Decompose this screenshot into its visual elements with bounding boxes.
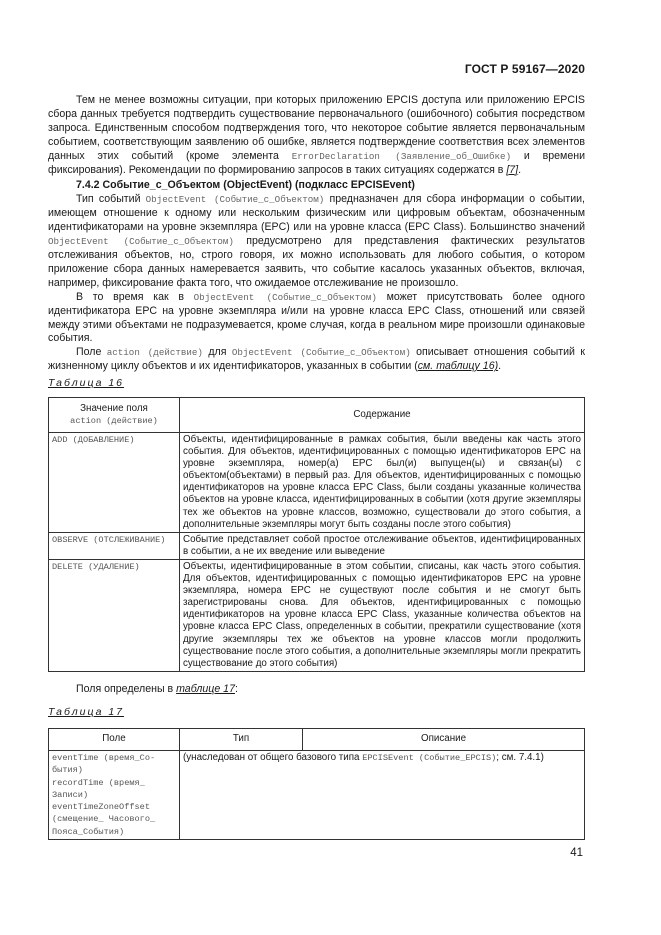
- table16-label: Таблица 16: [48, 377, 125, 389]
- reference-link[interactable]: [7]: [506, 163, 519, 176]
- table-16: [48, 397, 585, 672]
- paragraph-objectevent-purpose: Тип событий ObjectEvent (Событие_с_Объектом) предназначен для сбора информации о событии, имеющем отношение к одному или нескольким физическим или цифровым объектам, обозначенным идентификаторами на уровне экземпляра (EPC) или на уровне класса (EPC Class). Большинство значений ObjectEvent (Событие_с_Объектом) предусмотрено для представления фактических результатов отслеживания объектов, но, строго говоря, их можно использовать для любого события, о котором приложение сбора данных намеревается заявить, что событие касалось указанных объектов, включая, например, фиксирование факта того, что ожидаемое отслеживание не произошло.: [48, 193, 585, 289]
- inherited-description-cell: (унаследован от общего базового типа EPCISEvent (Событие_EPCIS); см. 7.4.1): [180, 751, 585, 840]
- table17-header-field: Поле: [49, 729, 180, 751]
- table16-header-value: Значение поля action (действие): [49, 398, 180, 433]
- body-text-top: [48, 94, 585, 374]
- paragraph-fields-defined: Поля определены в таблице 17:: [76, 683, 238, 695]
- table16-header-content: Содержание: [180, 398, 585, 433]
- section-heading: 7.4.2 Событие_с_Объектом (ObjectEvent) (подкласс EPCISEvent): [76, 179, 415, 192]
- standard-code-header: ГОСТ Р 59167—2020: [464, 62, 585, 76]
- reference-link[interactable]: см. таблицу 16): [417, 360, 499, 373]
- table-row: [49, 751, 585, 840]
- table-row: OBSERVE (ОТСЛЕЖИВАНИЕ) Событие представляет собой простое отслеживание объектов, идентифицированных в событии, а не их введение или выведение: [49, 532, 585, 559]
- table17-header-description: Описание: [303, 729, 585, 751]
- table17-label: Таблица 17: [48, 706, 125, 718]
- table17-header-type: Тип: [180, 729, 303, 751]
- table-17: [48, 728, 585, 840]
- paragraph-possible-situations: Тем не менее возможны ситуации, при которых приложению EPCIS доступа или приложению EPCIS сбора данных требуется подтвердить существование первоначального (ошибочного) события посредством запроса. Единственным способом подтверждения того, что некоторое событие является первоначальным событием, соответствующим заявлению об ошибке, является подтверждение соответствия всех элементов данных этих событий (кроме элемента ErrorDeclaration (Заявление_об_Ошибке) и времени фиксирования). Рекомендации по формированию запросов в таких ситуациях содержатся в [7].: [48, 94, 585, 176]
- reference-link[interactable]: таблице 17: [176, 683, 235, 695]
- field-names-cell: eventTime (время_Со- бытия) recordTime (время_ Записи) eventTimeZoneOffset (смещение_ Часового_ Пояса_События): [49, 751, 180, 840]
- paragraph-multiple-epc: В то время как в ObjectEvent (Событие_с_Объектом) может присутствовать более одного идентификатора EPC на уровне экземпляра и/или на уровне класса EPC Class, отношений или связей между этими объектами не подразумевается, кроме случая, когда в реальном мире произошли одинаковые события.: [48, 290, 585, 345]
- table-row: ADD (ДОБАВЛЕНИЕ) Объекты, идентифицированные в рамках события, были введены как часть этого события. Для объектов, идентифицированных с помощью идентификаторов EPC на уровне экземпляра, номер(а) EPC был(и) выпущен(ы) и связан(ы) с объектом(объектами) в первый раз. Для объектов, идентифицированных с помощью идентификаторов на уровне класса EPC Class, были созданы указанные количества объектов на уровне класса, идентифицированных в событии (хотя другие экземпляры тех же объектов на уровне классов, возможно, существовали до этого события, а дополнительные экземпляры могут быть созданы после этого события): [49, 433, 585, 533]
- inline-code: ErrorDeclaration (Заявление_об_Ошибке): [291, 150, 512, 162]
- paragraph-action-field: Поле action (действие) для ObjectEvent (Событие_с_Объектом) описывает отношения событий к жизненному циклу объектов и их идентификаторов, указанных в событии (см. таблицу 16).: [48, 346, 585, 373]
- table-row: DELETE (УДАЛЕНИЕ) Объекты, идентифицированные в этом событии, списаны, как часть этого события. Для объектов, идентифицированных с помощью идентификаторов EPC на уровне экземпляра, номера EPC не существуют после события и не смогут быть зарегистрированы снова. Для объектов, идентифицированных с помощью идентификаторов на уровне класса EPC Class, указанные количества объектов на уровне класса EPC Class, определенных в событии, прекратили существование (хотя другие экземпляры тех же объектов на уровне классов могли продолжить существование после этого события, а дополнительные экземпляры могли прекратить существование до этого события): [49, 559, 585, 671]
- body-text-fields: [48, 683, 585, 697]
- page-number: 41: [570, 847, 583, 859]
